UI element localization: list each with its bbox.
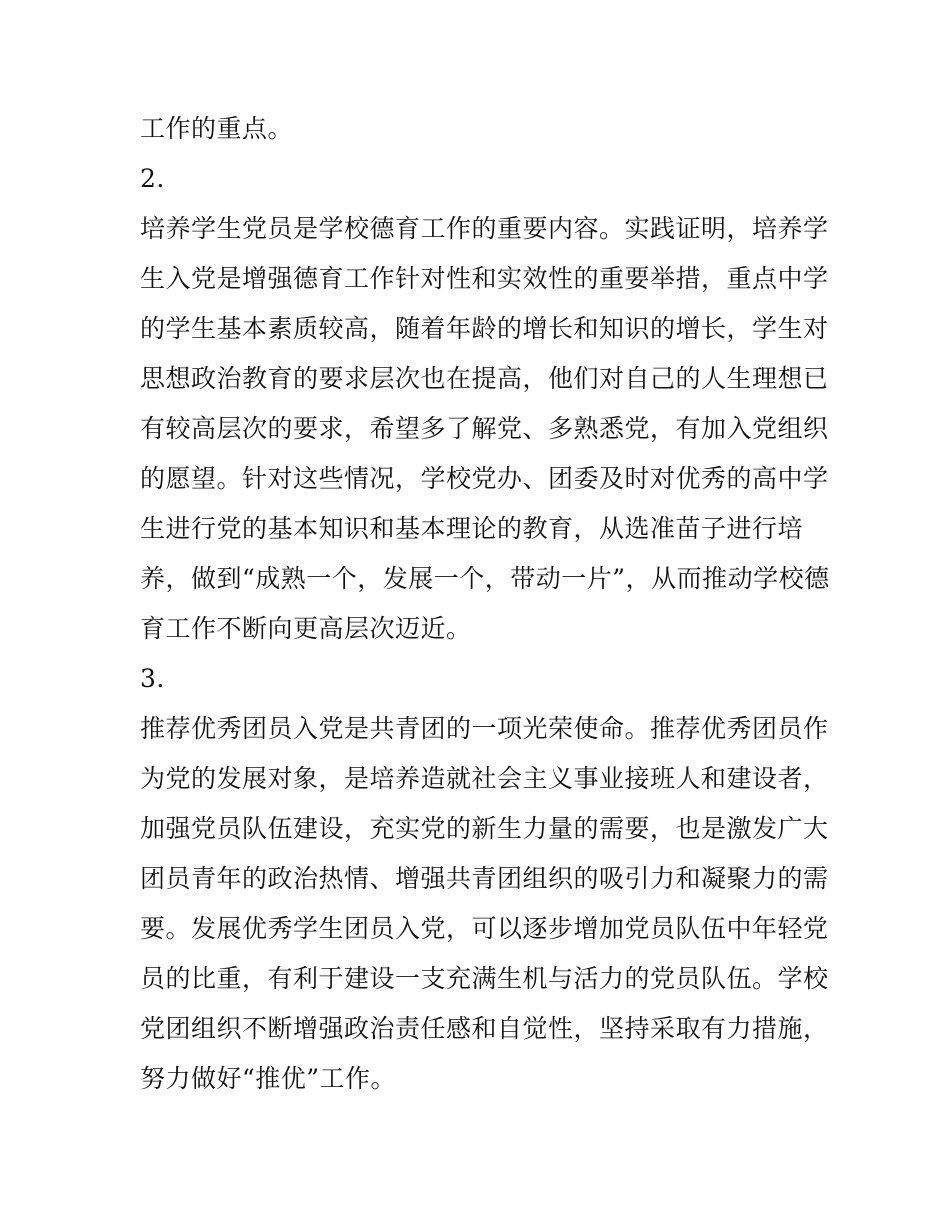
text-line: 努力做好“推优”工作。 [140,1064,397,1093]
text-line: 团员青年的政治热情、增强共青团组织的吸引力和凝聚力的需 [140,864,829,893]
text-line: 的学生基本素质较高，随着年龄的增长和知识的增长，学生对 [140,314,829,343]
section-number-2: 2. [140,164,165,193]
text-line: 生入党是增强德育工作针对性和实效性的重要举措，重点中学 [140,264,829,293]
text-line: 有较高层次的要求，希望多了解党、多熟悉党，有加入党组织 [140,414,829,443]
text-line: 育工作不断向更高层次迈近。 [140,614,472,643]
text-line: 思想政治教育的要求层次也在提高，他们对自己的人生理想已 [140,364,829,393]
text-line-ending-previous-section: 工作的重点。 [140,114,294,143]
section-number-3: 3. [140,664,165,693]
text-line: 培养学生党员是学校德育工作的重要内容。实践证明，培养学 [140,214,829,243]
text-line: 加强党员队伍建设，充实党的新生力量的需要，也是激发广大 [140,814,829,843]
body-text [140,104,830,1104]
text-line: 为党的发展对象，是培养造就社会主义事业接班人和建设者， [140,764,829,793]
text-line: 员的比重，有利于建设一支充满生机与活力的党员队伍。学校 [140,964,829,993]
text-line: 生进行党的基本知识和基本理论的教育，从选准苗子进行培 [140,514,804,543]
text-line: 养，做到“成熟一个，发展一个，带动一片”，从而推动学校德 [140,564,830,593]
text-line: 要。发展优秀学生团员入党，可以逐步增加党员队伍中年轻党 [140,914,829,943]
text-line: 推荐优秀团员入党是共青团的一项光荣使命。推荐优秀团员作 [140,714,829,743]
text-line: 的愿望。针对这些情况，学校党办、团委及时对优秀的高中学 [140,464,829,493]
text-line: 党团组织不断增强政治责任感和自觉性，坚持采取有力措施， [140,1014,829,1043]
